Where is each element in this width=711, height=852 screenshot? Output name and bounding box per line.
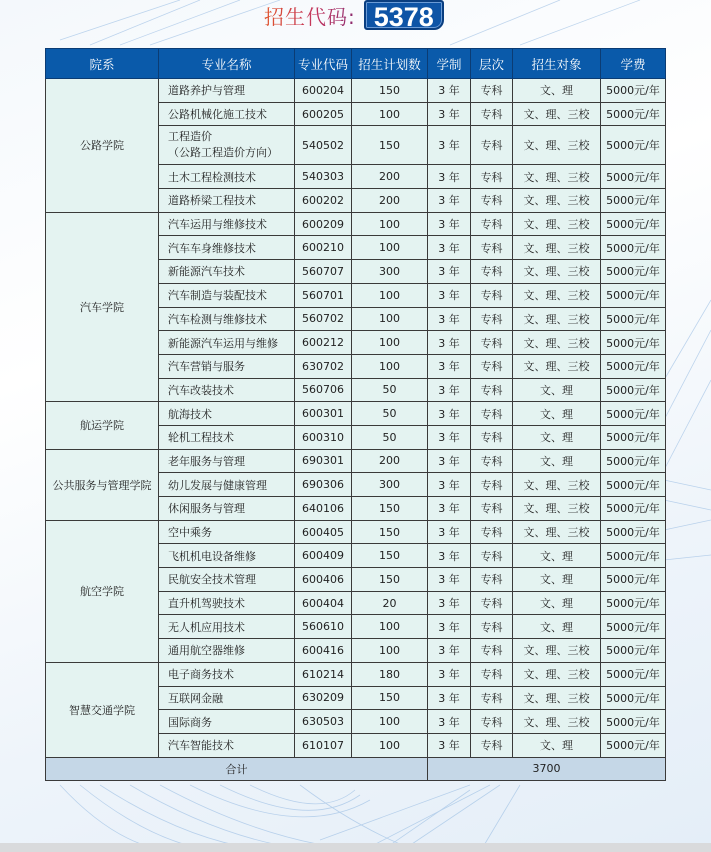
department-cell: 公共服务与管理学院 xyxy=(46,449,159,520)
column-header-major: 专业名称 xyxy=(159,49,295,79)
major-name-cell: 电子商务技术 xyxy=(159,662,295,686)
level-cell: 专科 xyxy=(471,378,513,402)
table-row xyxy=(46,520,666,544)
major-code-cell: 600409 xyxy=(295,544,352,568)
major-name-cell: 休闲服务与管理 xyxy=(159,497,295,521)
level-cell: 专科 xyxy=(471,449,513,473)
plan-count-cell: 150 xyxy=(352,686,428,710)
major-name-cell: 通用航空器维修 xyxy=(159,639,295,663)
duration-cell: 3 年 xyxy=(428,686,471,710)
fee-cell: 5000元/年 xyxy=(601,260,666,284)
level-cell: 专科 xyxy=(471,733,513,757)
plan-count-cell: 150 xyxy=(352,544,428,568)
plan-count-cell: 200 xyxy=(352,449,428,473)
column-header-department: 院系 xyxy=(46,49,159,79)
fee-cell: 5000元/年 xyxy=(601,733,666,757)
duration-cell: 3 年 xyxy=(428,189,471,213)
level-cell: 专科 xyxy=(471,402,513,426)
major-code-cell: 630702 xyxy=(295,354,352,378)
total-value: 3700 xyxy=(428,757,666,780)
target-cell: 文、理、三校 xyxy=(513,497,601,521)
major-name-cell: 汽车营销与服务 xyxy=(159,354,295,378)
bottom-band xyxy=(0,843,711,852)
plan-count-cell: 150 xyxy=(352,568,428,592)
level-cell: 专科 xyxy=(471,79,513,103)
plan-count-cell: 100 xyxy=(352,733,428,757)
major-code-cell: 610214 xyxy=(295,662,352,686)
plan-count-cell: 20 xyxy=(352,591,428,615)
major-code-cell: 600212 xyxy=(295,331,352,355)
major-name-line2: （公路工程造价方向） xyxy=(168,146,278,160)
duration-cell: 3 年 xyxy=(428,165,471,189)
duration-cell: 3 年 xyxy=(428,79,471,103)
target-cell: 文、理 xyxy=(513,79,601,103)
plan-count-cell: 150 xyxy=(352,497,428,521)
level-cell: 专科 xyxy=(471,236,513,260)
duration-cell: 3 年 xyxy=(428,615,471,639)
major-name-cell: 幼儿发展与健康管理 xyxy=(159,473,295,497)
level-cell: 专科 xyxy=(471,102,513,126)
target-cell: 文、理 xyxy=(513,615,601,639)
fee-cell: 5000元/年 xyxy=(601,378,666,402)
target-cell: 文、理 xyxy=(513,733,601,757)
target-cell: 文、理、三校 xyxy=(513,662,601,686)
target-cell: 文、理、三校 xyxy=(513,260,601,284)
major-code-cell: 600301 xyxy=(295,402,352,426)
duration-cell: 3 年 xyxy=(428,402,471,426)
plan-count-cell: 150 xyxy=(352,79,428,103)
major-name-cell: 汽车制造与装配技术 xyxy=(159,283,295,307)
level-cell: 专科 xyxy=(471,497,513,521)
level-cell: 专科 xyxy=(471,260,513,284)
department-cell: 汽车学院 xyxy=(46,212,159,402)
fee-cell: 5000元/年 xyxy=(601,473,666,497)
target-cell: 文、理、三校 xyxy=(513,283,601,307)
fee-cell: 5000元/年 xyxy=(601,236,666,260)
plan-count-cell: 200 xyxy=(352,165,428,189)
fee-cell: 5000元/年 xyxy=(601,591,666,615)
level-cell: 专科 xyxy=(471,283,513,307)
major-name-cell: 道路养护与管理 xyxy=(159,79,295,103)
department-cell: 航空学院 xyxy=(46,520,159,662)
plan-count-cell: 100 xyxy=(352,615,428,639)
fee-cell: 5000元/年 xyxy=(601,662,666,686)
major-name-cell: 汽车改装技术 xyxy=(159,378,295,402)
target-cell: 文、理、三校 xyxy=(513,354,601,378)
major-code-cell: 600204 xyxy=(295,79,352,103)
major-code-cell: 600404 xyxy=(295,591,352,615)
fee-cell: 5000元/年 xyxy=(601,639,666,663)
major-code-cell: 600205 xyxy=(295,102,352,126)
duration-cell: 3 年 xyxy=(428,662,471,686)
plan-count-cell: 100 xyxy=(352,354,428,378)
duration-cell: 3 年 xyxy=(428,307,471,331)
major-name-cell: 航海技术 xyxy=(159,402,295,426)
column-header-duration: 学制 xyxy=(428,49,471,79)
column-header-level: 层次 xyxy=(471,49,513,79)
major-name-cell: 飞机机电设备维修 xyxy=(159,544,295,568)
plan-count-cell: 180 xyxy=(352,662,428,686)
enrollment-code-value: 5378 xyxy=(364,0,444,30)
department-cell: 航运学院 xyxy=(46,402,159,449)
duration-cell: 3 年 xyxy=(428,473,471,497)
duration-cell: 3 年 xyxy=(428,378,471,402)
target-cell: 文、理、三校 xyxy=(513,236,601,260)
target-cell: 文、理、三校 xyxy=(513,102,601,126)
major-name-cell xyxy=(159,126,295,165)
fee-cell: 5000元/年 xyxy=(601,449,666,473)
column-header-fee: 学费 xyxy=(601,49,666,79)
plan-count-cell: 300 xyxy=(352,260,428,284)
major-name-cell: 汽车车身维修技术 xyxy=(159,236,295,260)
target-cell: 文、理、三校 xyxy=(513,639,601,663)
plan-count-cell: 100 xyxy=(352,102,428,126)
level-cell: 专科 xyxy=(471,425,513,449)
target-cell: 文、理、三校 xyxy=(513,307,601,331)
major-name-cell: 道路桥梁工程技术 xyxy=(159,189,295,213)
major-name-cell: 空中乘务 xyxy=(159,520,295,544)
plan-count-cell: 100 xyxy=(352,710,428,734)
fee-cell: 5000元/年 xyxy=(601,79,666,103)
major-code-cell: 560702 xyxy=(295,307,352,331)
major-code-cell: 560701 xyxy=(295,283,352,307)
fee-cell: 5000元/年 xyxy=(601,212,666,236)
level-cell: 专科 xyxy=(471,189,513,213)
plan-count-cell: 150 xyxy=(352,126,428,165)
plan-count-cell: 100 xyxy=(352,236,428,260)
plan-count-cell: 100 xyxy=(352,307,428,331)
level-cell: 专科 xyxy=(471,307,513,331)
major-code-cell: 600209 xyxy=(295,212,352,236)
table-row xyxy=(46,212,666,236)
major-code-cell: 600202 xyxy=(295,189,352,213)
plan-count-cell: 150 xyxy=(352,520,428,544)
level-cell: 专科 xyxy=(471,591,513,615)
major-code-cell: 610107 xyxy=(295,733,352,757)
plan-count-cell: 100 xyxy=(352,283,428,307)
fee-cell: 5000元/年 xyxy=(601,520,666,544)
duration-cell: 3 年 xyxy=(428,710,471,734)
fee-cell: 5000元/年 xyxy=(601,354,666,378)
table-row xyxy=(46,402,666,426)
level-cell: 专科 xyxy=(471,354,513,378)
plan-count-cell: 50 xyxy=(352,425,428,449)
level-cell: 专科 xyxy=(471,165,513,189)
fee-cell: 5000元/年 xyxy=(601,102,666,126)
target-cell: 文、理 xyxy=(513,425,601,449)
plan-count-cell: 100 xyxy=(352,331,428,355)
table-header-row xyxy=(46,49,666,79)
target-cell: 文、理 xyxy=(513,402,601,426)
major-code-cell: 600405 xyxy=(295,520,352,544)
fee-cell: 5000元/年 xyxy=(601,497,666,521)
major-name-cell: 公路机械化施工技术 xyxy=(159,102,295,126)
duration-cell: 3 年 xyxy=(428,283,471,307)
duration-cell: 3 年 xyxy=(428,126,471,165)
fee-cell: 5000元/年 xyxy=(601,402,666,426)
duration-cell: 3 年 xyxy=(428,544,471,568)
target-cell: 文、理 xyxy=(513,568,601,592)
plan-count-cell: 50 xyxy=(352,402,428,426)
target-cell: 文、理 xyxy=(513,378,601,402)
duration-cell: 3 年 xyxy=(428,733,471,757)
major-code-cell: 600406 xyxy=(295,568,352,592)
duration-cell: 3 年 xyxy=(428,212,471,236)
major-code-cell: 600416 xyxy=(295,639,352,663)
plan-count-cell: 50 xyxy=(352,378,428,402)
major-name-cell: 无人机应用技术 xyxy=(159,615,295,639)
level-cell: 专科 xyxy=(471,473,513,497)
major-code-cell: 540502 xyxy=(295,126,352,165)
major-code-cell: 560610 xyxy=(295,615,352,639)
plan-count-cell: 300 xyxy=(352,473,428,497)
target-cell: 文、理、三校 xyxy=(513,212,601,236)
level-cell: 专科 xyxy=(471,568,513,592)
major-name-cell: 老年服务与管理 xyxy=(159,449,295,473)
fee-cell: 5000元/年 xyxy=(601,283,666,307)
total-label: 合计 xyxy=(46,757,428,780)
level-cell: 专科 xyxy=(471,710,513,734)
major-code-cell: 560706 xyxy=(295,378,352,402)
column-header-target: 招生对象 xyxy=(513,49,601,79)
target-cell: 文、理、三校 xyxy=(513,520,601,544)
duration-cell: 3 年 xyxy=(428,354,471,378)
department-cell: 智慧交通学院 xyxy=(46,662,159,757)
level-cell: 专科 xyxy=(471,686,513,710)
department-cell: 公路学院 xyxy=(46,79,159,213)
duration-cell: 3 年 xyxy=(428,331,471,355)
fee-cell: 5000元/年 xyxy=(601,331,666,355)
major-code-cell: 600210 xyxy=(295,236,352,260)
level-cell: 专科 xyxy=(471,662,513,686)
major-name-cell: 汽车运用与维修技术 xyxy=(159,212,295,236)
level-cell: 专科 xyxy=(471,639,513,663)
major-name-cell: 土木工程检测技术 xyxy=(159,165,295,189)
target-cell: 文、理、三校 xyxy=(513,189,601,213)
enrollment-code-label: 招生代码: xyxy=(264,1,356,30)
target-cell: 文、理、三校 xyxy=(513,126,601,165)
enrollment-code-header xyxy=(264,0,444,30)
duration-cell: 3 年 xyxy=(428,449,471,473)
duration-cell: 3 年 xyxy=(428,102,471,126)
major-name-cell: 国际商务 xyxy=(159,710,295,734)
major-code-cell: 560707 xyxy=(295,260,352,284)
major-name-cell: 新能源汽车技术 xyxy=(159,260,295,284)
plan-count-cell: 200 xyxy=(352,189,428,213)
duration-cell: 3 年 xyxy=(428,425,471,449)
major-code-cell: 600310 xyxy=(295,425,352,449)
level-cell: 专科 xyxy=(471,615,513,639)
duration-cell: 3 年 xyxy=(428,236,471,260)
target-cell: 文、理、三校 xyxy=(513,473,601,497)
column-header-plan: 招生计划数 xyxy=(352,49,428,79)
fee-cell: 5000元/年 xyxy=(601,307,666,331)
major-name-cell: 汽车检测与维修技术 xyxy=(159,307,295,331)
target-cell: 文、理、三校 xyxy=(513,710,601,734)
fee-cell: 5000元/年 xyxy=(601,425,666,449)
level-cell: 专科 xyxy=(471,544,513,568)
total-row xyxy=(46,757,666,780)
duration-cell: 3 年 xyxy=(428,591,471,615)
major-code-cell: 630503 xyxy=(295,710,352,734)
fee-cell: 5000元/年 xyxy=(601,189,666,213)
plan-count-cell: 100 xyxy=(352,212,428,236)
fee-cell: 5000元/年 xyxy=(601,568,666,592)
duration-cell: 3 年 xyxy=(428,639,471,663)
duration-cell: 3 年 xyxy=(428,260,471,284)
table-row xyxy=(46,449,666,473)
table-row xyxy=(46,662,666,686)
level-cell: 专科 xyxy=(471,520,513,544)
major-code-cell: 690301 xyxy=(295,449,352,473)
plan-count-cell: 100 xyxy=(352,639,428,663)
fee-cell: 5000元/年 xyxy=(601,544,666,568)
fee-cell: 5000元/年 xyxy=(601,686,666,710)
major-name-cell: 新能源汽车运用与维修 xyxy=(159,331,295,355)
major-name-cell: 汽车智能技术 xyxy=(159,733,295,757)
fee-cell: 5000元/年 xyxy=(601,615,666,639)
major-code-cell: 690306 xyxy=(295,473,352,497)
major-name-cell: 直升机驾驶技术 xyxy=(159,591,295,615)
enrollment-plan-table xyxy=(45,48,666,781)
target-cell: 文、理、三校 xyxy=(513,331,601,355)
target-cell: 文、理、三校 xyxy=(513,686,601,710)
target-cell: 文、理 xyxy=(513,544,601,568)
level-cell: 专科 xyxy=(471,331,513,355)
major-code-cell: 640106 xyxy=(295,497,352,521)
level-cell: 专科 xyxy=(471,126,513,165)
major-code-cell: 630209 xyxy=(295,686,352,710)
major-name-cell: 民航安全技术管理 xyxy=(159,568,295,592)
duration-cell: 3 年 xyxy=(428,497,471,521)
fee-cell: 5000元/年 xyxy=(601,165,666,189)
target-cell: 文、理 xyxy=(513,591,601,615)
column-header-code: 专业代码 xyxy=(295,49,352,79)
fee-cell: 5000元/年 xyxy=(601,126,666,165)
level-cell: 专科 xyxy=(471,212,513,236)
major-name-cell: 轮机工程技术 xyxy=(159,425,295,449)
duration-cell: 3 年 xyxy=(428,568,471,592)
table-row xyxy=(46,79,666,103)
major-name-cell: 互联网金融 xyxy=(159,686,295,710)
major-name-line1: 工程造价 xyxy=(168,130,212,144)
major-code-cell: 540303 xyxy=(295,165,352,189)
duration-cell: 3 年 xyxy=(428,520,471,544)
fee-cell: 5000元/年 xyxy=(601,710,666,734)
target-cell: 文、理、三校 xyxy=(513,165,601,189)
target-cell: 文、理 xyxy=(513,449,601,473)
